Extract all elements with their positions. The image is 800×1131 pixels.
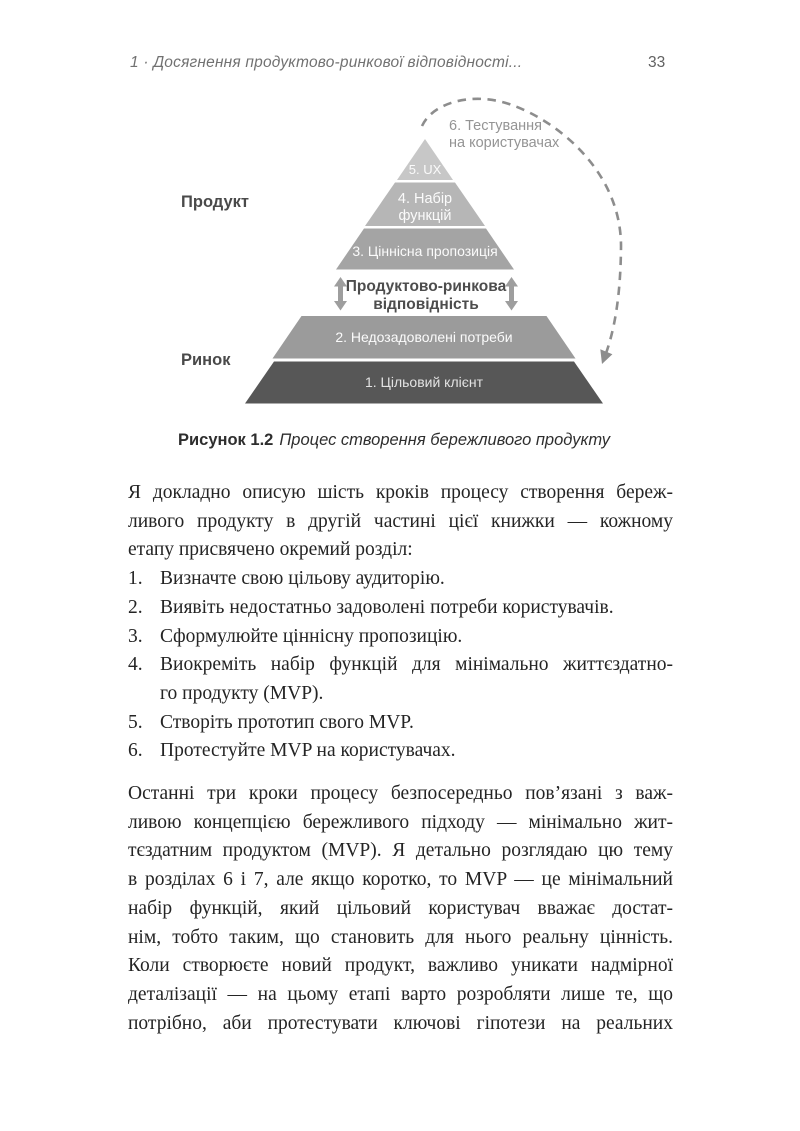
- text-line-content: ливою концепцією бережливого підходу — мінімально жит-: [128, 811, 673, 833]
- text-line: [128, 709, 673, 738]
- text-line: [128, 981, 673, 1010]
- text-line: [128, 952, 673, 981]
- figure-caption-text: Процес створення бережливого продукту: [279, 431, 611, 449]
- level-4-label-line1: 4. Набір: [397, 191, 453, 207]
- text-line-content: Сформулюйте ціннісну пропозицію.: [160, 625, 463, 647]
- text-line-content: потрібно, аби протестувати ключові гіпотези на реальних: [128, 1012, 673, 1034]
- text-line: [128, 737, 673, 766]
- text-line-content: деталізації — на цьому етапі варто розробляти лише те, що: [128, 983, 673, 1005]
- level-1-label: 1. Цільовий клієнт: [364, 374, 484, 390]
- text-line: [128, 895, 673, 924]
- level-2-label: 2. Недозадоволені потреби: [335, 329, 513, 345]
- fit-label-line2: відповідність: [373, 296, 479, 313]
- text-line: [128, 565, 673, 594]
- text-line: [128, 866, 673, 895]
- text-line-content: Протестуйте MVP на користувачах.: [160, 740, 456, 762]
- text-line: [128, 924, 673, 953]
- list-number: 5.: [128, 711, 143, 733]
- fit-double-arrow-right-icon: [505, 277, 518, 311]
- text-line-content: в розділах 6 і 7, але якщо коротко, то MVP — це мінімальний: [128, 869, 673, 891]
- text-line: [128, 837, 673, 866]
- market-side-label: Ринок: [181, 351, 231, 369]
- product-side-label: Продукт: [181, 193, 249, 211]
- text-line: [128, 1010, 673, 1039]
- figure-caption: [178, 431, 610, 450]
- lean-product-pyramid-diagram: [150, 88, 650, 428]
- step6-label-line2: на користувачах: [449, 135, 560, 151]
- text-line-content: Визначте свою цільову аудиторію.: [160, 568, 445, 590]
- text-line-content: набір функцій, який цільовий користувач вважає достат-: [128, 897, 673, 919]
- text-line: [128, 809, 673, 838]
- list-number: 3.: [128, 625, 143, 647]
- text-line-content: ливого продукту в другій частині цієї книжки — кожному: [128, 510, 673, 532]
- level-4-label-line2: функцій: [398, 208, 452, 224]
- level-3-label: 3. Ціннісна пропозиція: [352, 243, 498, 259]
- text-line-content: Останні три кроки процесу безпосередньо пов’язані з важ-: [128, 783, 673, 805]
- paragraph-block: [128, 479, 673, 565]
- text-line: [128, 651, 673, 680]
- text-line: [128, 479, 673, 508]
- text-line-content: Виявіть недостатньо задоволені потреби користувачів.: [160, 596, 614, 618]
- text-line-content: Коли створюєте новий продукт, важливо уникати надмірної: [128, 955, 673, 977]
- list-number: 4.: [128, 654, 143, 676]
- list-number: 6.: [128, 740, 143, 762]
- list-number: 1.: [128, 568, 143, 590]
- text-line: [128, 623, 673, 652]
- figure-caption-number: Рисунок 1.2: [178, 431, 274, 449]
- list-number: 2.: [128, 596, 143, 618]
- text-line-content: го продукту (MVP).: [160, 682, 324, 704]
- paragraph-block: [128, 780, 673, 1038]
- text-line-content: Виокреміть набір функцій для мінімально життєздатно-: [160, 654, 673, 676]
- text-line: [128, 680, 673, 709]
- body-text: [128, 479, 673, 1038]
- level-5-label: 5. UX: [408, 162, 442, 177]
- text-line-content: етапу присвячено окремий розділ:: [128, 539, 413, 561]
- text-line-content: Створіть прототип свого MVP.: [160, 711, 414, 733]
- text-line: [128, 508, 673, 537]
- text-line: [128, 594, 673, 623]
- text-line-content: Я докладно описую шість кроків процесу створення береж-: [128, 482, 673, 503]
- text-line-content: тєздатним продуктом (MVP). Я детально розглядаю цю тему: [128, 840, 673, 862]
- page-number: 33: [648, 54, 666, 71]
- text-line: [128, 536, 673, 565]
- text-line: [128, 780, 673, 809]
- paragraph-block: [128, 565, 673, 766]
- step6-label-line1: 6. Тестування: [449, 118, 543, 134]
- fit-label-line1: Продуктово-ринкова: [345, 278, 507, 295]
- running-title: 1 · Досягнення продуктово-ринкової відповідності...: [130, 54, 523, 71]
- text-line-content: нім, тобто таким, що становить для нього реальну цінність.: [128, 926, 673, 948]
